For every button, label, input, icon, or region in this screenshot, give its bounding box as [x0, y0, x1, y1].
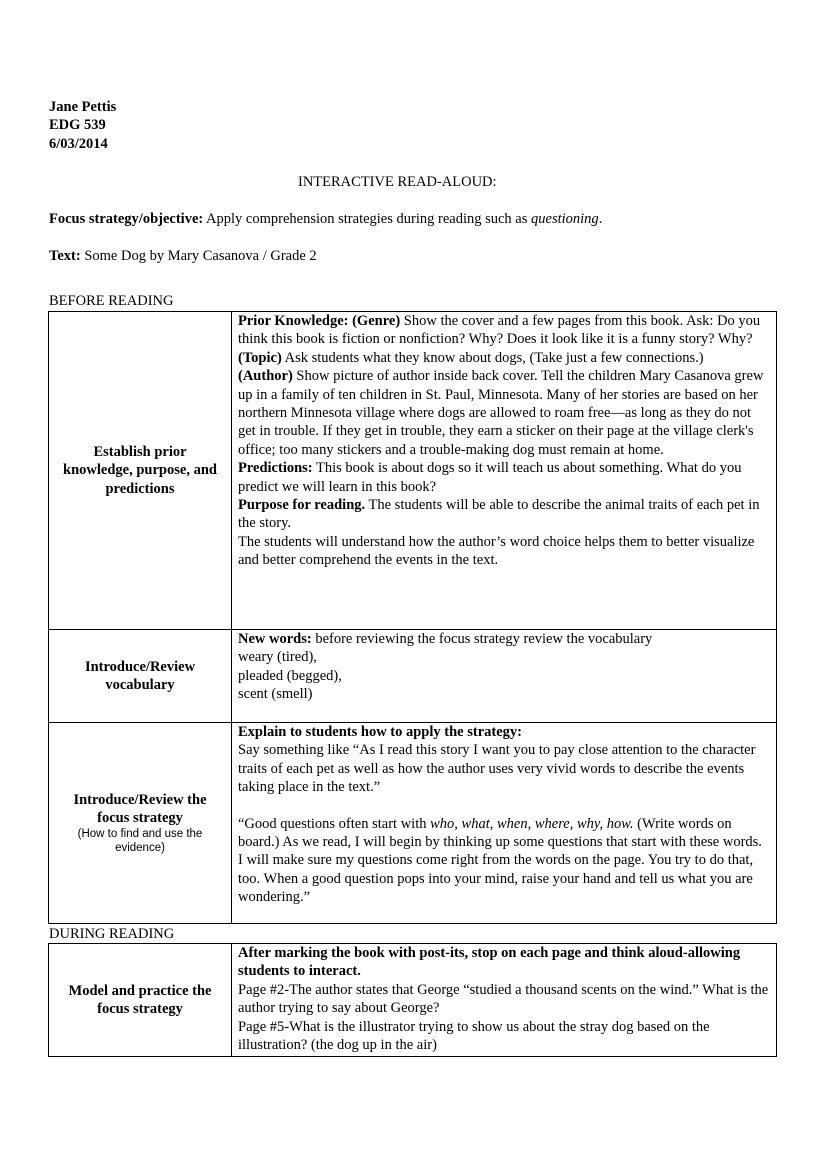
prior-knowledge-label: Prior Knowledge: (Genre) — [238, 313, 401, 329]
author-name: Jane Pettis — [49, 99, 117, 115]
row-content-model — [232, 944, 777, 1057]
strategy-sublabel: (How to find and use the evidence) — [77, 828, 203, 855]
focus-objective — [49, 210, 602, 228]
new-words-label: New words: — [238, 631, 312, 647]
row-content-strategy — [232, 723, 777, 924]
page-2-prompt: Page #2-The author states that George “studied a thousand scents on the wind.” What is the author trying to say about George? — [238, 981, 769, 1017]
model-heading: After marking the book with post-its, stop on each page and think aloud-allowing students to interact. — [238, 945, 741, 980]
course-code: EDG 539 — [49, 117, 106, 134]
during-reading-table — [48, 943, 777, 1057]
focus-italic: questioning — [531, 211, 599, 227]
topic-text: Ask students what they know about dogs, (Take just a few connections.) — [281, 349, 704, 366]
table-row — [49, 944, 777, 1057]
before-reading-table — [48, 311, 777, 924]
purpose-text: The students will be able to describe the animal traits of each pet in the story. — [238, 497, 760, 532]
row-label-strategy — [49, 723, 232, 924]
vocab-word: pleaded (begged), — [238, 667, 342, 684]
new-words-text: before reviewing the focus strategy review the vocabulary — [311, 631, 653, 647]
question-words: who, what, when, where, why, how. — [430, 815, 634, 832]
questions-text-start: “Good questions often start with — [238, 815, 431, 832]
prior-knowledge-text: Show the cover and a few pages from this book. Ask: Do you think this book is fiction or nonfiction? Why? Does it look like it is a funny story? Why? — [238, 313, 761, 348]
topic-label: (Topic) — [238, 349, 282, 366]
focus-text: Apply comprehension strategies during reading such as — [203, 211, 532, 227]
table-row — [49, 723, 777, 924]
page-5-prompt: Page #5-What is the illustrator trying to show us about the stray dog based on the illustration? (the dog up in the air) — [238, 1018, 710, 1054]
section-during-reading: DURING READING — [49, 926, 175, 942]
row-content-vocab — [232, 630, 777, 723]
predictions-text: This book is about dogs so it will teach us about something. What do you predict we will learn in this book? — [238, 460, 742, 495]
vocab-word: weary (tired), — [238, 649, 317, 666]
text-value: Some Dog by Mary Casanova / Grade 2 — [80, 248, 317, 264]
author-text: Show picture of author inside back cover. Tell the children Mary Casanova grew up in a family of ten children in St. Paul, Minnesota. Many of her stories are based on her northern Minnesota village where dogs are allowed to roam free—as long as they do not get in trouble. If they get in trouble, they earn a sticker on their page at the village clerk's office; too many stickers and a trouble-making dog must remain at home. — [238, 368, 764, 458]
purpose-label: Purpose for reading. — [238, 497, 366, 514]
page-title: INTERACTIVE READ-ALOUD: — [298, 174, 497, 190]
vocab-word: scent (smell) — [238, 686, 313, 703]
row-label-model: Model and practice the focus strategy — [49, 944, 232, 1057]
explain-label: Explain to students how to apply the strategy: — [238, 724, 522, 740]
author-label: (Author) — [238, 368, 293, 385]
say-text: Say something like “As I read this story I want you to pay close attention to the character traits of each pet as well as how the author uses very vivid words to describe the events taking place in the text.” — [238, 742, 756, 796]
table-row — [49, 312, 777, 630]
text-line — [49, 247, 317, 265]
row-label-prior: Establish prior knowledge, purpose, and predictions — [49, 312, 232, 630]
row-label-vocab: Introduce/Review vocabulary — [49, 630, 232, 723]
questions-text-end: (Write words on board.) As we read, I will begin by thinking up some questions that start with these words. I will make sure my questions come right from the words on the page. You try to do that, too. When a good question pops into your mind, raise your hand and tell us what you are wondering.” — [238, 815, 762, 906]
row-content-prior — [232, 312, 777, 630]
predictions-label: Predictions: — [238, 460, 313, 477]
focus-end: . — [598, 211, 603, 227]
focus-label: Focus strategy/objective: — [49, 211, 204, 227]
section-before-reading: BEFORE READING — [49, 293, 174, 309]
purpose-text-2: The students will understand how the author’s word choice helps them to better visualize and better comprehend the events in the text. — [238, 533, 755, 569]
document-date: 6/03/2014 — [49, 135, 108, 152]
text-label: Text: — [49, 248, 81, 264]
strategy-label: Introduce/Review the focus strategy — [73, 791, 207, 826]
table-row — [49, 630, 777, 723]
header-block — [49, 98, 116, 153]
